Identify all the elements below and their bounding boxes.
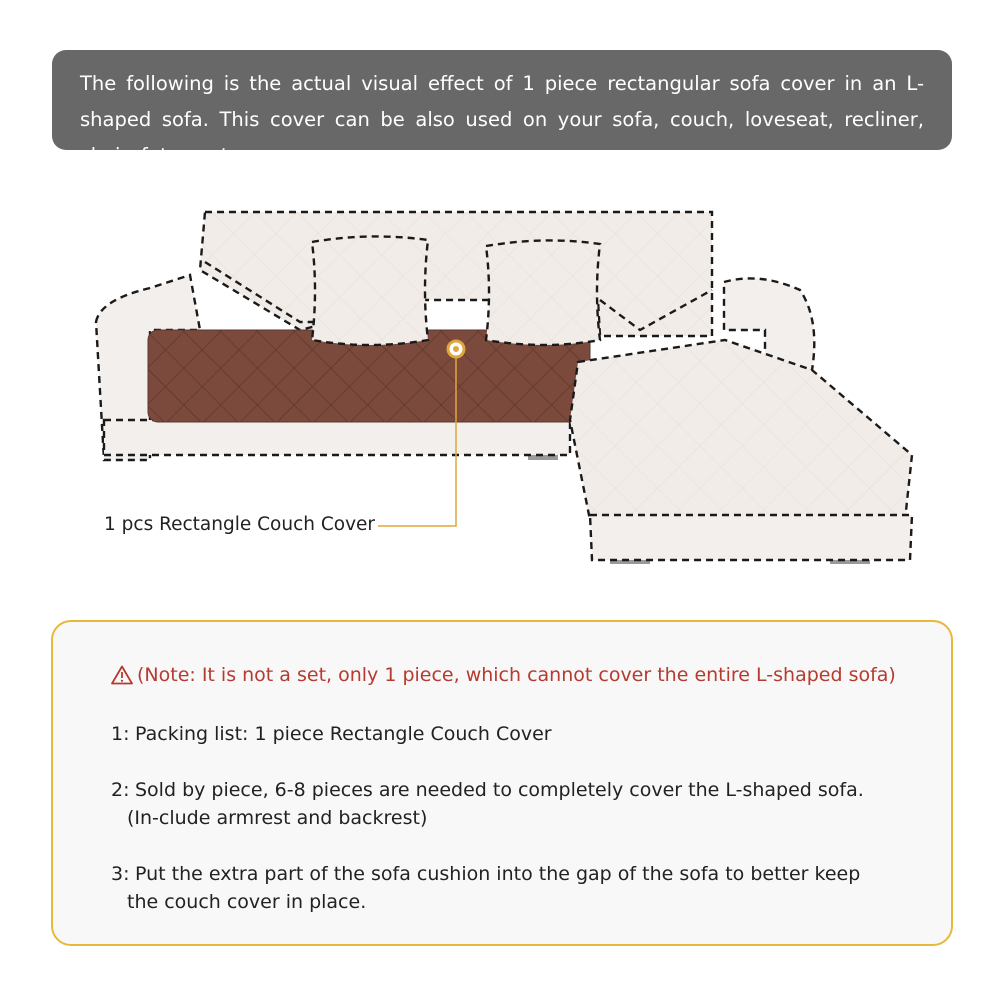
callout-marker-dot bbox=[453, 346, 459, 352]
note-text: Put the extra part of the sofa cushion into the gap of the sofa to better keep the couch cover in place. bbox=[127, 863, 861, 913]
note-item-2 bbox=[111, 776, 891, 832]
note-number: 1: bbox=[111, 723, 130, 745]
callout-label: 1 pcs Rectangle Couch Cover bbox=[104, 514, 376, 535]
warning-triangle-icon bbox=[111, 665, 133, 685]
chaise-base bbox=[590, 515, 912, 560]
warning-note bbox=[111, 664, 896, 686]
note-number: 2: bbox=[111, 779, 130, 801]
chaise-cover bbox=[570, 340, 912, 520]
pillow-left bbox=[312, 236, 428, 345]
note-number: 3: bbox=[111, 863, 130, 885]
warning-text: (Note: It is not a set, only 1 piece, which cannot cover the entire L-shaped sofa) bbox=[137, 664, 896, 686]
note-text: Packing list: 1 piece Rectangle Couch Cover bbox=[135, 723, 552, 745]
note-item-1 bbox=[111, 720, 891, 748]
notes-panel bbox=[51, 620, 953, 946]
intro-text: The following is the actual visual effect of 1 piece rectangular sofa cover in an L-shaped sofa. This cover can be also used on your sofa, couch, loveseat, recliner, chair, futon ect. bbox=[80, 72, 924, 167]
intro-banner bbox=[52, 50, 952, 167]
sofa-base bbox=[104, 420, 570, 455]
note-item-3 bbox=[111, 860, 891, 916]
sofa-backrest bbox=[200, 212, 712, 336]
pillow-right bbox=[486, 240, 600, 345]
note-text: Sold by piece, 6-8 pieces are needed to completely cover the L-shaped sofa. (In-clude armrest and backrest) bbox=[127, 779, 864, 829]
